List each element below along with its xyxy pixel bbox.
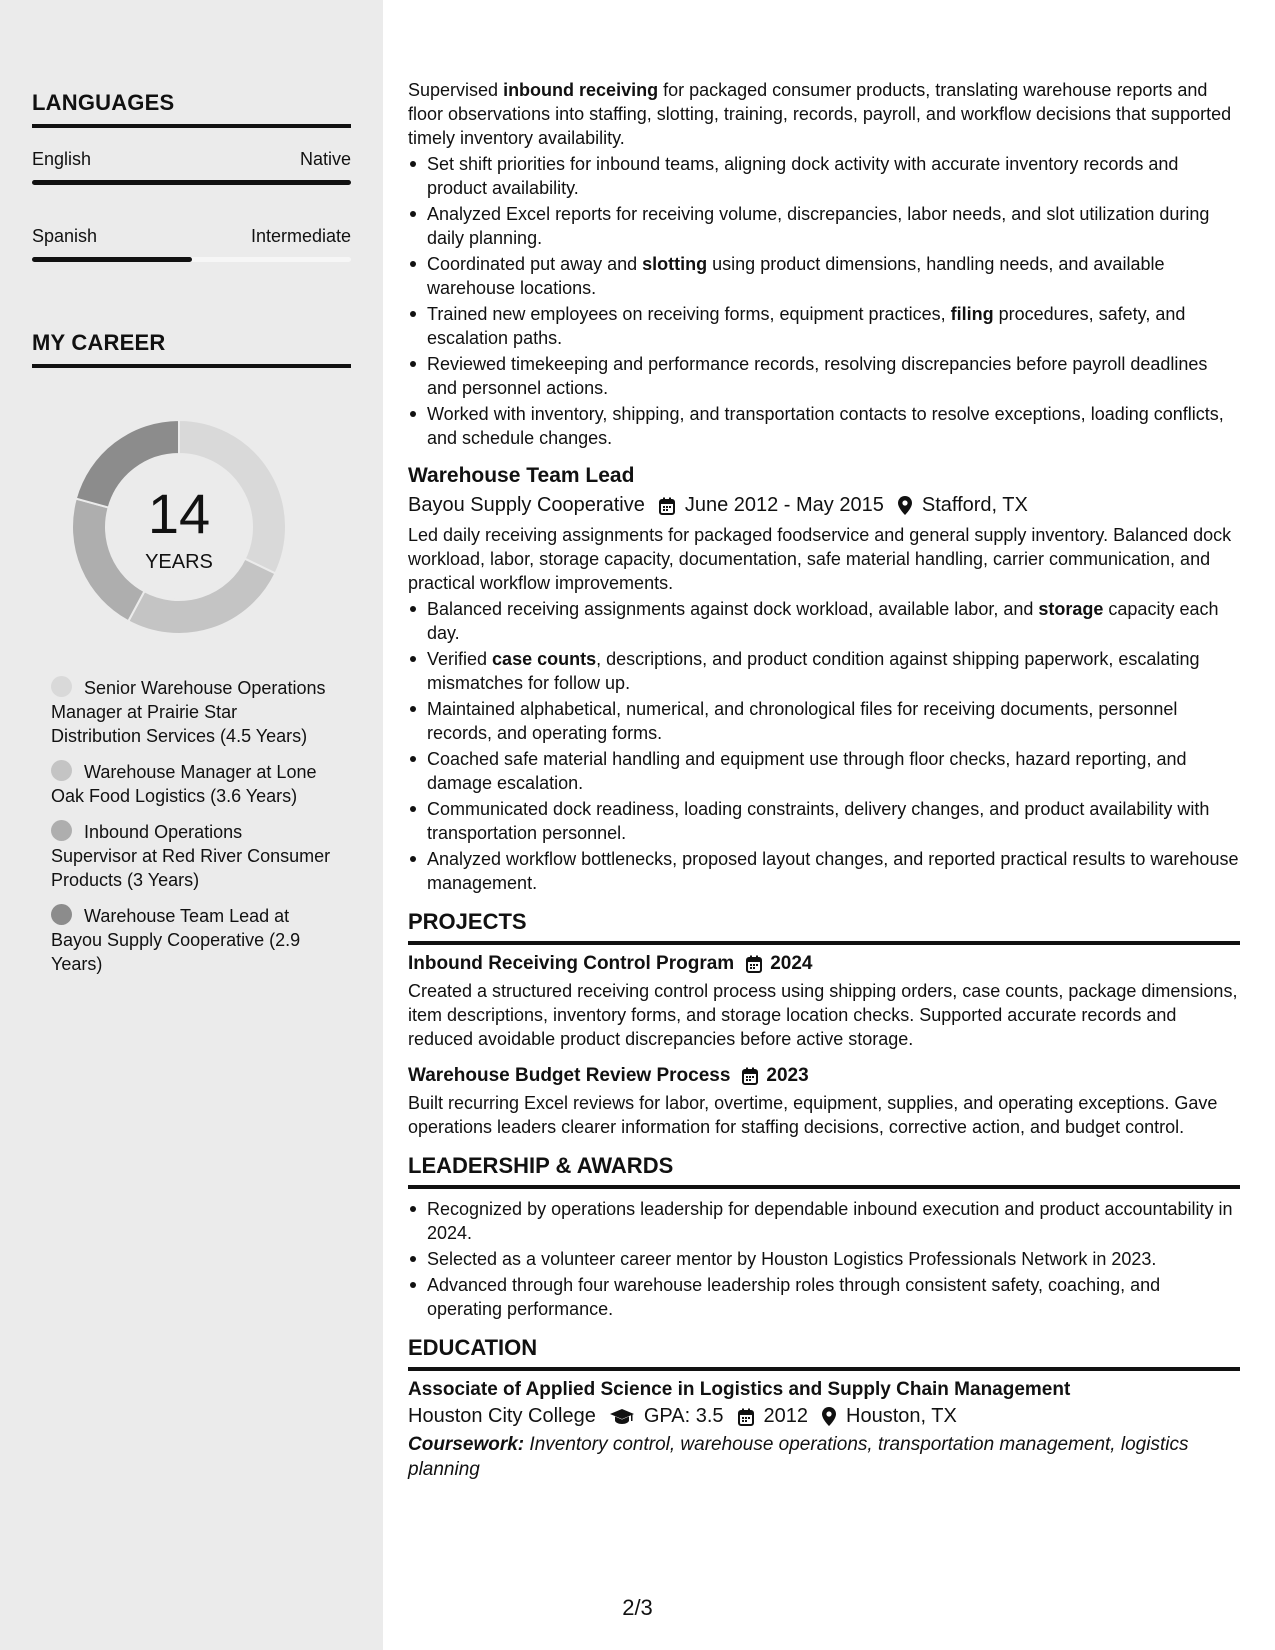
job-title: Warehouse Team Lead [408, 464, 635, 487]
project-item [408, 953, 1240, 1051]
language-level: Intermediate [250, 226, 351, 246]
job-summary: Supervised inbound receiving for packaged consumer products, translating warehouse reports and floor observations into staffing, slotting, training, records, payroll, and workflow decisions that supported timely inventory availability. [408, 80, 1232, 148]
school-location: Houston, TX [846, 1405, 957, 1427]
language-proficiency-bar [32, 180, 351, 185]
bullet-item: Set shift priorities for inbound teams, aligning dock activity with accurate inventory records and product availability. [408, 152, 1240, 200]
languages-heading: LANGUAGES [32, 90, 351, 128]
languages-section [32, 90, 351, 262]
language-level: Native [299, 149, 351, 169]
job-meta [408, 494, 1240, 517]
bullet-item: Analyzed workflow bottlenecks, proposed layout changes, and reported practical results to warehouse management. [408, 847, 1240, 895]
project-title: Inbound Receiving Control Program [408, 953, 735, 974]
bullet-item: Balanced receiving assignments against dock workload, available labor, and storage capacity each day. [408, 597, 1240, 645]
leadership-list [408, 1197, 1240, 1321]
education-heading: EDUCATION [408, 1335, 1240, 1371]
career-donut-chart [65, 413, 293, 641]
bullet-item: Analyzed Excel reports for receiving volume, discrepancies, labor needs, and slot utilization during daily planning. [408, 202, 1240, 250]
calendar-icon [742, 1067, 758, 1085]
legend-item [51, 676, 331, 748]
gpa: GPA: 3.5 [643, 1405, 724, 1427]
legend-item [51, 760, 331, 808]
sidebar [0, 0, 383, 1650]
career-total-years: 14 [147, 482, 211, 545]
previous-job-block [408, 78, 1240, 450]
career-legend [51, 676, 331, 988]
bullet-item: Communicated dock readiness, loading constraints, delivery changes, and product availability with transportation personnel. [408, 797, 1240, 845]
main-content [408, 78, 1240, 1482]
bullet-item: Selected as a volunteer career mentor by Houston Logistics Professionals Network in 2023. [408, 1247, 1240, 1271]
project-year: 2024 [770, 953, 813, 974]
graduation-year: 2012 [763, 1405, 809, 1427]
leadership-heading: LEADERSHIP & AWARDS [408, 1153, 1240, 1189]
education-meta [408, 1405, 1240, 1428]
language-name: Spanish [32, 226, 98, 246]
career-section [32, 330, 351, 368]
job-bullets [408, 152, 1240, 450]
bullet-item: Reviewed timekeeping and performance records, resolving discrepancies before payroll deadlines and personnel actions. [408, 352, 1240, 400]
job-block [408, 464, 1240, 895]
company-name: Bayou Supply Cooperative [408, 494, 645, 516]
bullet-item: Maintained alphabetical, numerical, and chronological files for receiving documents, personnel records, and operating forms. [408, 697, 1240, 745]
career-heading: MY CAREER [32, 330, 351, 368]
language-item-spanish [32, 223, 351, 262]
job-summary: Led daily receiving assignments for packaged foodservice and general supply inventory. Balanced dock workload, labor, storage capacity, documentation, safe material handling, carrier communication, and practical workflow improvements. [408, 525, 1232, 593]
job-bullets [408, 597, 1240, 895]
language-name: English [32, 149, 92, 169]
map-pin-icon [822, 1407, 836, 1426]
project-year: 2023 [766, 1065, 809, 1086]
bullet-item: Coached safe material handling and equipment use through floor checks, hazard reporting, and damage escalation. [408, 747, 1240, 795]
bullet-item: Worked with inventory, shipping, and transportation contacts to resolve exceptions, loading conflicts, and schedule changes. [408, 402, 1240, 450]
legend-item [51, 904, 331, 976]
bullet-item: Verified case counts, descriptions, and product condition against shipping paperwork, escalating mismatches for follow up. [408, 647, 1240, 695]
degree-title: Associate of Applied Science in Logistics and Supply Chain Management [408, 1379, 1071, 1400]
calendar-icon [746, 955, 762, 973]
legend-label: Warehouse Team Lead at Bayou Supply Cooperative (2.9 Years) [51, 906, 301, 974]
legend-swatch [51, 760, 72, 781]
job-dates: June 2012 - May 2015 [684, 494, 884, 516]
bullet-item: Trained new employees on receiving forms, equipment practices, filing procedures, safety, and escalation paths. [408, 302, 1240, 350]
project-description: Built recurring Excel reviews for labor, overtime, equipment, supplies, and operating exceptions. Gave operations leaders clearer information for staffing decisions, corrective action, and budget control. [408, 1093, 1218, 1137]
legend-item [51, 820, 331, 892]
language-proficiency-bar [32, 257, 351, 262]
project-description: Created a structured receiving control process using shipping orders, case counts, package dimensions, item descriptions, inventory forms, and storage location checks. Supported accurate records and reduced avoidable product discrepancies before active storage. [408, 981, 1238, 1049]
legend-swatch [51, 820, 72, 841]
coursework: Coursework: Inventory control, warehouse operations, transportation management, logistics planning [408, 1434, 1189, 1480]
legend-swatch [51, 904, 72, 925]
job-location: Stafford, TX [921, 494, 1028, 516]
language-proficiency-fill [32, 180, 351, 185]
bullet-item: Recognized by operations leadership for dependable inbound execution and product accountability in 2024. [408, 1197, 1240, 1245]
legend-label: Inbound Operations Supervisor at Red River Consumer Products (3 Years) [51, 822, 331, 890]
calendar-icon [738, 1408, 754, 1426]
map-pin-icon [898, 496, 912, 515]
education-item [408, 1379, 1240, 1482]
page-number: 2/3 [622, 1595, 653, 1620]
projects-heading: PROJECTS [408, 909, 1240, 945]
bullet-item: Advanced through four warehouse leadership roles through consistent safety, coaching, and operating performance. [408, 1273, 1240, 1321]
calendar-icon [659, 497, 675, 515]
graduation-cap-icon [610, 1409, 634, 1425]
legend-label: Senior Warehouse Operations Manager at Prairie Star Distribution Services (4.5 Years) [51, 678, 326, 746]
project-item [408, 1065, 1240, 1139]
project-title: Warehouse Budget Review Process [408, 1065, 731, 1086]
legend-swatch [51, 676, 72, 697]
career-years-label: YEARS [145, 551, 213, 573]
school-name: Houston City College [408, 1405, 596, 1427]
legend-label: Warehouse Manager at Lone Oak Food Logistics (3.6 Years) [51, 762, 317, 806]
language-proficiency-fill [32, 257, 192, 262]
language-item-english [32, 146, 351, 185]
bullet-item: Coordinated put away and slotting using product dimensions, handling needs, and available warehouse locations. [408, 252, 1240, 300]
